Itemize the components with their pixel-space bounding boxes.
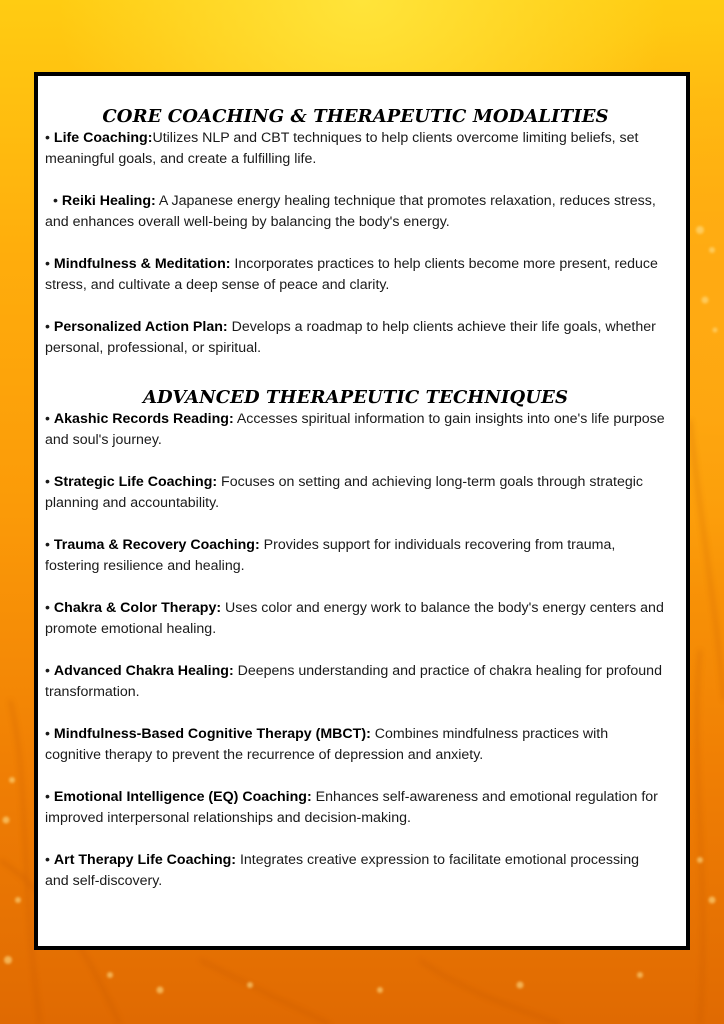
item-title: Strategic Life Coaching: — [53, 474, 218, 490]
item-title: Akashic Records Reading: — [53, 411, 234, 427]
item-text: Combines mindfulness practices with cognitive therapy to prevent the recurrence of depression and anxiety. — [45, 726, 609, 763]
item-text: A Japanese energy healing technique that promotes relaxation, reduces stress, and enhances overall well-being by balancing the body's energy. — [45, 193, 656, 230]
bullet: • — [53, 193, 58, 209]
item-title: Reiki Healing: — [61, 193, 156, 209]
item-text: Deepens understanding and practice of chakra healing for profound transformation. — [45, 663, 662, 700]
content-panel — [34, 72, 690, 950]
item-text: Develops a roadmap to help clients achieve their life goals, whether personal, professional, or spiritual. — [45, 319, 656, 356]
item-title: Mindfulness-Based Cognitive Therapy (MBCT): — [53, 726, 371, 742]
item-text: Utilizes NLP and CBT techniques to help clients overcome limiting beliefs, set meaningful goals, and create a fulfilling life. — [45, 130, 639, 167]
item-text: Uses color and energy work to balance the body's energy centers and promote emotional healing. — [45, 600, 664, 637]
item-title: Life Coaching: — [53, 130, 153, 146]
list-item-strategic-life-coaching — [45, 472, 666, 514]
item-text: Provides support for individuals recovering from trauma, fostering resilience and healing. — [45, 537, 616, 574]
bullet: • — [45, 537, 50, 553]
bullet: • — [45, 474, 50, 490]
item-text: Enhances self-awareness and emotional regulation for improved interpersonal relationships and decision-making. — [45, 789, 658, 826]
item-title: Advanced Chakra Healing: — [53, 663, 234, 679]
list-item-advanced-chakra-healing — [45, 661, 666, 703]
item-title: Personalized Action Plan: — [53, 319, 228, 335]
section-heading-core: CORE COACHING & THERAPEUTIC MODALITIES — [102, 106, 609, 127]
bullet: • — [45, 411, 50, 427]
bullet: • — [45, 852, 50, 868]
list-item-personalized-action-plan — [45, 317, 666, 359]
list-item-art-therapy — [45, 850, 666, 892]
item-title: Mindfulness & Meditation: — [53, 256, 231, 272]
list-item-life-coaching — [45, 128, 666, 170]
bullet: • — [45, 319, 50, 335]
item-text: Accesses spiritual information to gain insights into one's life purpose and soul's journey. — [45, 411, 665, 448]
list-item-eq-coaching — [45, 787, 666, 829]
bullet: • — [45, 663, 50, 679]
list-item-chakra-color-therapy — [45, 598, 666, 640]
bullet: • — [45, 130, 50, 146]
list-item-mindfulness-meditation — [45, 254, 666, 296]
item-text: Integrates creative expression to facilitate emotional processing and self-discovery. — [45, 852, 639, 889]
section-heading-advanced: ADVANCED THERAPEUTIC TECHNIQUES — [142, 387, 569, 408]
list-item-trauma-recovery — [45, 535, 666, 577]
item-title: Trauma & Recovery Coaching: — [53, 537, 260, 553]
item-text: Focuses on setting and achieving long-term goals through strategic planning and accountability. — [45, 474, 643, 511]
bullet: • — [45, 256, 50, 272]
list-item-akashic-records — [45, 409, 666, 451]
list-item-mbct — [45, 724, 666, 766]
bullet: • — [45, 600, 50, 616]
item-text: Incorporates practices to help clients become more present, reduce stress, and cultivate a deep sense of peace and clarity. — [45, 256, 658, 293]
bullet: • — [45, 726, 50, 742]
item-title: Art Therapy Life Coaching: — [53, 852, 237, 868]
item-title: Chakra & Color Therapy: — [53, 600, 222, 616]
list-item-reiki-healing — [45, 191, 666, 233]
item-title: Emotional Intelligence (EQ) Coaching: — [53, 789, 312, 805]
bullet: • — [45, 789, 50, 805]
